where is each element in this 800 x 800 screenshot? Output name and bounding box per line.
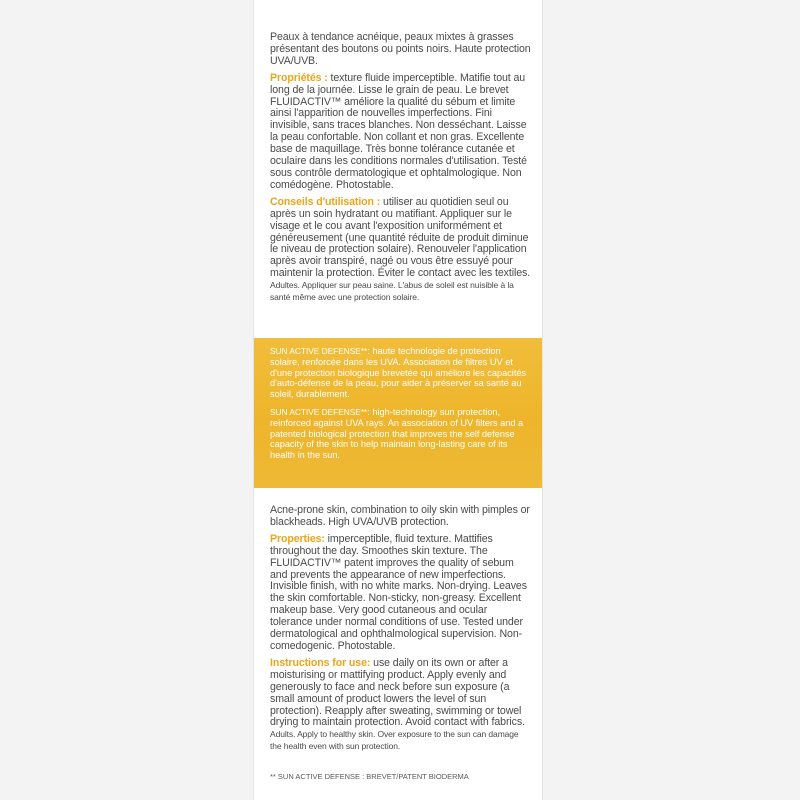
en-properties-label: Properties: <box>270 532 325 545</box>
fr-usage <box>270 197 532 304</box>
band-en <box>270 407 532 461</box>
english-section <box>270 505 532 758</box>
sun-active-defense-band <box>254 338 542 488</box>
band-text <box>270 346 532 468</box>
fr-usage-text: utiliser au quotidien seul ou après un soin hydratant ou matifiant. Appliquer sur le visage et le cou avant l'exposition uniformément et généreusement (une quantité réduite de produit diminue le niveau de protection solaire). Renouveler l'application après avoir transpiré, nagé ou vous être essuyé pour maintenir la protection. Éviter le contact avec les textiles. <box>270 195 531 280</box>
french-section <box>270 32 532 309</box>
fr-properties <box>270 73 532 192</box>
fr-intro: Peaux à tendance acnéique, peaux mixtes à grasses présentant des boutons ou points noirs. Haute protection UVA/UVB. <box>270 31 531 67</box>
band-fr-title: SUN ACTIVE DEFENSE** <box>270 346 368 356</box>
fr-usage-small: Adultes. Appliquer sur peau saine. L'abus de soleil est nuisible à la santé même avec une protection solaire. <box>270 280 514 303</box>
product-box-panel <box>253 0 543 800</box>
band-fr <box>270 346 532 400</box>
en-usage-text: use daily on its own or after a moisturising or mattifying product. Apply evenly and generously to face and neck before sun exposure (a small amount of product lowers the level of sun protection). Reapply after sweating, swimming or towel drying to maintain protection. Avoid contact with fabrics. <box>270 656 525 729</box>
en-properties-text: imperceptible, fluid texture. Mattifies throughout the day. Smoothes skin texture. The FLUIDACTIV™ patent improves the quality of sebum and prevents the appearance of new imperfections. Invisible finish, with no white marks. Non-drying. Leaves the skin comfortable. Non-sticky, non-greasy. Excellent makeup base. Very good cutaneous and ocular tolerance under normal conditions of use. Tested under dermatological and ophthalmological supervision. Non-comedogenic. Photostable. <box>270 532 527 652</box>
en-usage <box>270 658 532 753</box>
patent-footnote: ** SUN ACTIVE DEFENSE : BREVET/PATENT BIODERMA <box>270 772 469 781</box>
fr-properties-text: texture fluide imperceptible. Matifie tout au long de la journée. Lisse le grain de peau. Le brevet FLUIDACTIV™ améliore la qualité du sébum et limite ainsi l'apparition de nouvelles imperfections. Fini invisible, sans traces blanches. Non desséchant. Laisse la peau confortable. Non collant et non gras. Excellente base de maquillage. Très bonne tolérance cutanée et oculaire dans les conditions normales d'utilisation. Testé sous contrôle dermatologique et ophtalmologique. Non comédogène. Photostable. <box>270 71 527 191</box>
band-fr-text: : haute technologie de protection solaire, renforcée dans les UVA. Association de filtres UV et d'une protection biologique brevetée qui améliore les capacités d'auto-défense de la peau, pour aider à préserver sa santé au soleil, durablement. <box>270 346 527 400</box>
fr-usage-label: Conseils d'utilisation : <box>270 195 381 208</box>
en-usage-label: Instructions for use: <box>270 656 371 669</box>
background-right <box>543 0 800 800</box>
background-left <box>0 0 253 800</box>
en-properties <box>270 534 532 653</box>
en-usage-small: Adults. Apply to healthy skin. Over exposure to the sun can damage the health even with sun protection. <box>270 729 519 752</box>
fr-properties-label: Propriétés : <box>270 71 328 84</box>
band-en-text: : high-technology sun protection, reinforced against UVA rays. An association of UV filters and a patented biological protection that improves the self defense capacity of the skin to help maintain long-lasting care of its health in the sun. <box>270 406 524 461</box>
en-intro: Acne-prone skin, combination to oily skin with pimples or blackheads. High UVA/UVB protection. <box>270 504 530 528</box>
band-en-title: SUN ACTIVE DEFENSE** <box>270 406 368 417</box>
